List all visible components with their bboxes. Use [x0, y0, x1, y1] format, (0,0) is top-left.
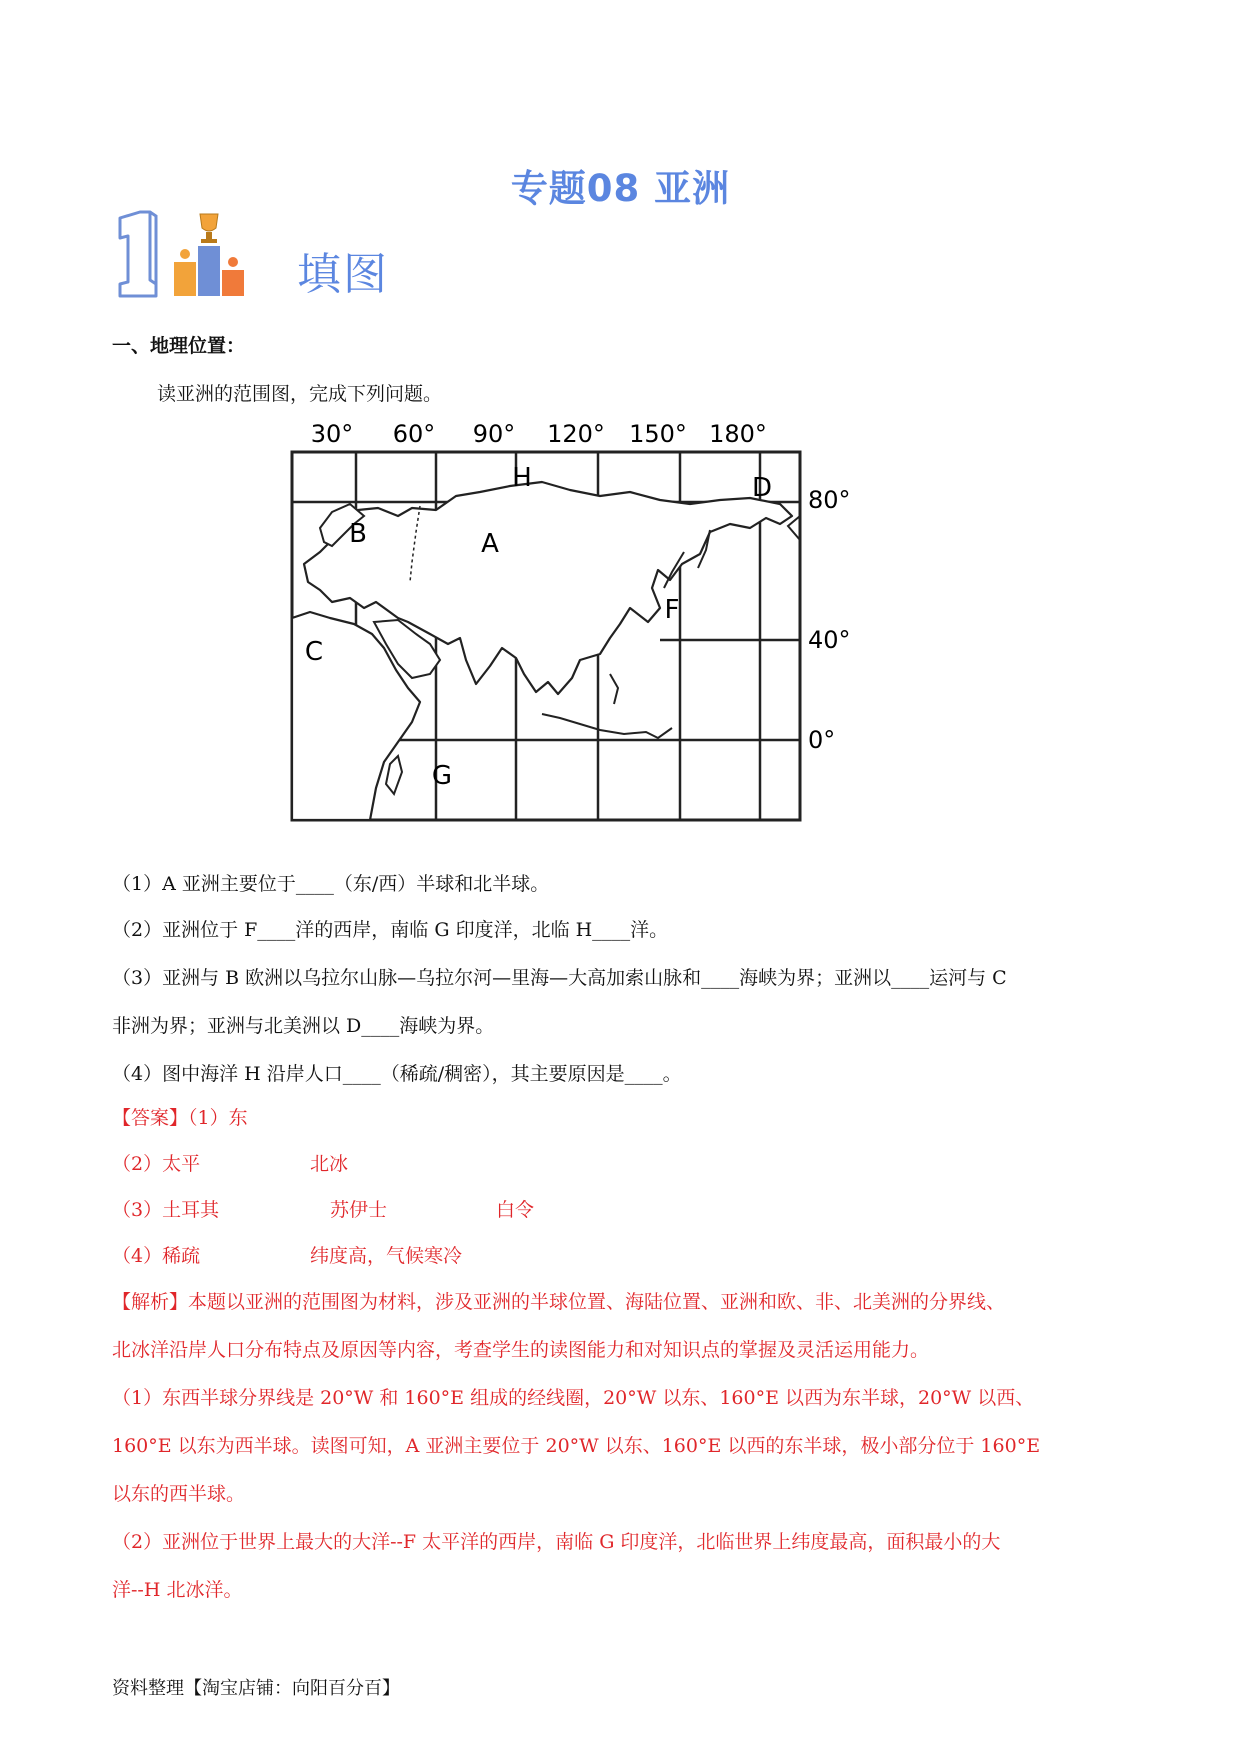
- answer-label: 【答案】: [112, 1107, 189, 1129]
- question-1: （1）A 亚洲主要位于____（东/西）半球和北半球。: [112, 873, 550, 895]
- page-title: 专题08 亚洲: [510, 167, 731, 210]
- answer-4-b: 纬度高，气候寒冷: [310, 1245, 463, 1267]
- answer-3-b: 苏伊士: [330, 1199, 388, 1221]
- map-letter-f: F: [664, 595, 680, 625]
- analysis-line-7: 洋--H 北冰洋。: [112, 1579, 243, 1601]
- answer-1: （1）东: [188, 1107, 248, 1129]
- section-banner: [112, 210, 412, 302]
- answer-3-c: 白令: [496, 1199, 535, 1221]
- map-letter-c: C: [304, 637, 324, 667]
- asia-map: [280, 412, 960, 822]
- answer-3: [112, 1198, 535, 1222]
- question-4: （4）图中海洋 H 沿岸人口____（稀疏/稠密），其主要原因是____。: [112, 1063, 682, 1085]
- lon-label-60: 60°: [392, 420, 436, 448]
- lon-label-120: 120°: [547, 420, 605, 448]
- banner-icon: [112, 210, 292, 302]
- page-footer: 资料整理【淘宝店铺：向阳百分百】: [112, 1678, 400, 1699]
- map-letter-h: H: [512, 463, 532, 493]
- answer-line-1: [112, 1106, 248, 1130]
- intro-text: 读亚洲的范围图，完成下列问题。: [157, 383, 443, 405]
- question-2: （2）亚洲位于 F____洋的西岸，南临 G 印度洋，北临 H____洋。: [112, 919, 669, 941]
- analysis-line-4: 160°E 以东为西半球。读图可知，A 亚洲主要位于 20°W 以东、160°E 以西的东半球，极小部分位于 160°E: [112, 1435, 1041, 1457]
- answer-4: [112, 1244, 463, 1268]
- lon-label-150: 150°: [629, 420, 687, 448]
- lon-label-90: 90°: [472, 420, 516, 448]
- analysis-line-2: 北冰洋沿岸人口分布特点及原因等内容，考查学生的读图能力和对知识点的掌握及灵活运用能力。: [112, 1339, 930, 1361]
- question-3-line-2: 非洲为界；亚洲与北美洲以 D____海峡为界。: [112, 1015, 495, 1037]
- lon-label-180: 180°: [709, 420, 767, 448]
- map-letter-g: G: [431, 761, 453, 791]
- section-heading: 一、地理位置：: [112, 335, 246, 357]
- philippines-outline: [610, 674, 618, 704]
- answer-3-a: （3）土耳其: [112, 1199, 220, 1221]
- analysis-line-5: 以东的西半球。: [112, 1483, 246, 1505]
- answer-2-b: 北冰: [310, 1153, 349, 1175]
- indonesia-outline: [542, 714, 672, 738]
- answer-2: [112, 1152, 349, 1176]
- banner-label: 填图: [297, 249, 389, 300]
- map-letter-b: B: [349, 519, 367, 549]
- lat-label-40: 40°: [808, 626, 851, 654]
- analysis-line-6: （2）亚洲位于世界上最大的大洋--F 太平洋的西岸，南临 G 印度洋，北临世界上纬度最高，面积最小的大: [112, 1531, 1001, 1553]
- madagascar-outline: [386, 756, 402, 794]
- america-tip: [788, 516, 800, 540]
- analysis-line-3: （1）东西半球分界线是 20°W 和 160°E 组成的经线圈，20°W 以东、160°E 以西为东半球，20°W 以西、: [112, 1387, 1035, 1409]
- lon-label-30: 30°: [310, 420, 354, 448]
- answer-2-a: （2）太平: [112, 1153, 201, 1175]
- analysis-line-1: 【解析】本题以亚洲的范围图为材料，涉及亚洲的半球位置、海陆位置、亚洲和欧、非、北美洲的分界线、: [112, 1291, 1006, 1313]
- map-letter-a: A: [481, 529, 499, 559]
- answer-4-a: （4）稀疏: [112, 1245, 201, 1267]
- asia-map-figure: [280, 412, 960, 822]
- map-letter-d: D: [751, 473, 773, 503]
- lat-label-0: 0°: [808, 726, 836, 754]
- lat-label-80: 80°: [808, 486, 851, 514]
- question-3-line-1: （3）亚洲与 B 欧洲以乌拉尔山脉—乌拉尔河—里海—大高加索山脉和____海峡为界；亚洲以____运河与 C: [112, 967, 1007, 989]
